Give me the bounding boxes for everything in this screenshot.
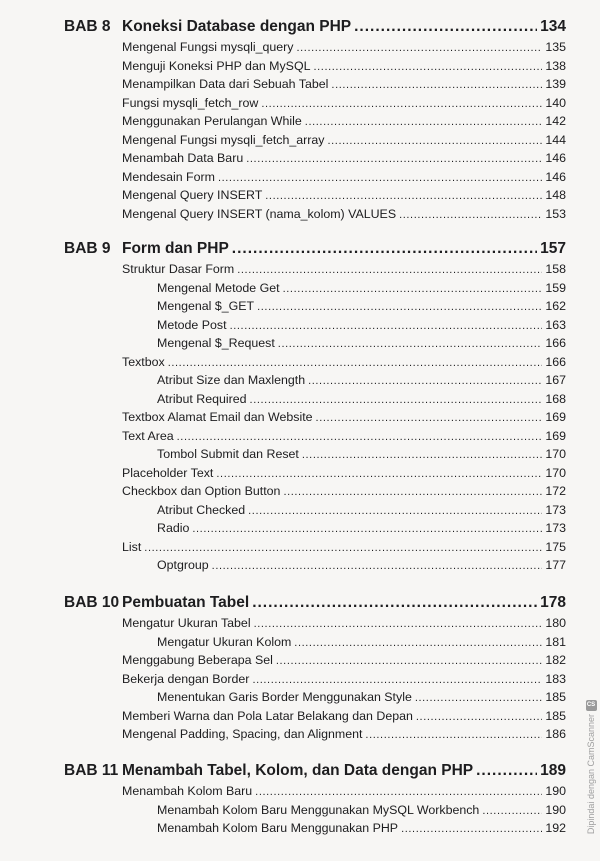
dot-leader	[294, 637, 542, 649]
toc-entry[interactable]	[122, 114, 566, 133]
toc-entry[interactable]	[122, 40, 566, 59]
entry-title: Mengenal Padding, Spacing, dan Alignment	[122, 727, 363, 741]
entry-page-number: 148	[545, 188, 566, 202]
entry-title: Menambah Kolom Baru	[122, 784, 253, 798]
entry-page-number: 186	[545, 727, 566, 741]
dot-leader	[216, 468, 542, 480]
chapter-page-number: 189	[540, 762, 566, 779]
toc-entry[interactable]	[122, 188, 566, 207]
dot-leader	[476, 762, 537, 780]
dot-leader	[313, 61, 542, 73]
chapter-title: Form dan PHP	[122, 240, 229, 257]
entry-title: Tombol Submit dan Reset	[157, 447, 299, 461]
entry-title: Menambah Kolom Baru Menggunakan PHP	[157, 821, 399, 835]
dot-leader	[237, 264, 542, 276]
toc-subentry[interactable]	[157, 299, 566, 318]
toc-subentry[interactable]	[157, 318, 566, 337]
entry-title: Textbox Alamat Email dan Website	[122, 410, 313, 424]
chapter-title-row	[122, 18, 566, 36]
toc-entry[interactable]	[122, 466, 566, 485]
entry-title: Menggabung Beberapa Sel	[122, 653, 273, 667]
toc-entry[interactable]	[122, 616, 566, 635]
dot-leader	[230, 320, 543, 332]
entry-page-number: 192	[545, 821, 566, 835]
dot-leader	[399, 209, 542, 221]
entry-page-number: 166	[545, 336, 566, 350]
entry-title: Mengenal Fungsi mysqli_query	[122, 40, 294, 54]
entry-page-number: 190	[545, 784, 566, 798]
entry-page-number: 169	[545, 410, 566, 424]
toc-subentry[interactable]	[157, 635, 566, 654]
entry-page-number: 185	[545, 690, 566, 704]
dot-leader	[246, 153, 542, 165]
dot-leader	[354, 18, 537, 36]
entry-title: Textbox	[122, 354, 165, 369]
toc-entry[interactable]	[122, 410, 566, 429]
chapter-title: Koneksi Database dengan PHP	[122, 18, 352, 35]
entry-title: Mengatur Ukuran Kolom	[157, 634, 292, 649]
chapter-section	[0, 236, 600, 577]
entry-page-number: 167	[545, 373, 566, 387]
dot-leader	[297, 42, 543, 54]
dot-leader	[415, 692, 542, 704]
chapter-heading[interactable]	[0, 236, 600, 262]
entry-page-number: 142	[545, 114, 566, 128]
entry-title: Mengenal Query INSERT (nama_kolom) VALUES	[122, 206, 397, 221]
dot-leader	[416, 711, 542, 723]
entry-title: Mendesain Form	[122, 169, 215, 184]
camscanner-watermark	[584, 700, 598, 850]
chapter-section	[0, 758, 600, 840]
entry-page-number: 172	[545, 484, 566, 498]
dot-leader	[218, 172, 542, 184]
entry-page-number: 162	[545, 299, 566, 313]
dot-leader	[261, 98, 542, 110]
entry-page-number: 139	[545, 77, 566, 91]
entry-title: Menambah Kolom Baru Menggunakan MySQL Workbench	[157, 802, 480, 817]
toc-subentry[interactable]	[157, 503, 566, 522]
entry-title: Menggunakan Perulangan While	[122, 114, 302, 128]
camscanner-text: Dipindai dengan CamScanner	[586, 714, 596, 835]
dot-leader	[265, 190, 542, 202]
toc-entry[interactable]	[122, 77, 566, 96]
entry-page-number: 170	[545, 465, 566, 480]
dot-leader	[305, 116, 543, 128]
dot-leader	[316, 412, 543, 424]
dot-leader	[168, 357, 543, 369]
dot-leader	[283, 486, 542, 498]
chapter-title-row	[122, 240, 566, 258]
dot-leader	[331, 79, 542, 91]
entry-title: Menampilkan Data dari Sebuah Tabel	[122, 77, 329, 91]
entry-page-number: 175	[545, 539, 566, 554]
entry-title: Mengenal $_GET	[157, 299, 255, 313]
chapter-number: BAB 10	[64, 594, 120, 611]
entry-page-number: 173	[545, 521, 566, 535]
entry-page-number: 140	[545, 95, 566, 110]
chapter-title-row	[122, 594, 566, 612]
entry-title: Fungsi mysqli_fetch_row	[122, 95, 259, 110]
entry-page-number: 177	[545, 558, 566, 572]
dot-leader	[308, 375, 542, 387]
entry-title: Checkbox dan Option Button	[122, 484, 281, 498]
chapter-number: BAB 9	[64, 240, 111, 257]
dot-leader	[302, 449, 542, 461]
dot-leader	[276, 655, 542, 667]
toc-subentry[interactable]	[157, 281, 566, 300]
entry-title: Text Area	[122, 428, 174, 443]
dot-leader	[257, 301, 542, 313]
entry-title: Bekerja dengan Border	[122, 671, 250, 686]
dot-leader	[252, 674, 542, 686]
toc-subentry[interactable]	[157, 821, 566, 840]
entry-title: Atribut Size dan Maxlength	[157, 373, 306, 387]
toc-subentry[interactable]	[157, 558, 566, 577]
dot-leader	[248, 505, 542, 517]
entry-page-number: 166	[545, 354, 566, 369]
entry-page-number: 173	[545, 502, 566, 517]
entry-title: Menentukan Garis Border Menggunakan Style	[157, 690, 412, 704]
toc-entry[interactable]	[122, 96, 566, 115]
chapter-section	[0, 14, 600, 225]
toc-entry[interactable]	[122, 653, 566, 672]
toc-entry[interactable]	[122, 151, 566, 170]
entry-page-number: 182	[545, 653, 566, 667]
entry-title: Mengenal $_Request	[157, 336, 275, 350]
toc-entry[interactable]	[122, 207, 566, 226]
chapter-title: Pembuatan Tabel	[122, 594, 250, 611]
entry-page-number: 135	[545, 40, 566, 54]
dot-leader	[255, 786, 542, 798]
dot-leader	[232, 240, 537, 258]
toc-subentry[interactable]	[157, 392, 566, 411]
toc-entry[interactable]	[122, 784, 566, 803]
chapter-title-row	[122, 762, 566, 780]
entry-title: List	[122, 539, 142, 554]
dot-leader	[278, 338, 543, 350]
toc-entry[interactable]	[122, 355, 566, 374]
entry-title: Optgroup	[157, 558, 209, 572]
toc-entry[interactable]	[122, 727, 566, 746]
entry-title: Atribut Checked	[157, 502, 246, 517]
dot-leader	[250, 394, 543, 406]
chapter-number: BAB 8	[64, 18, 111, 35]
dot-leader	[254, 618, 543, 630]
dot-leader	[365, 729, 542, 741]
entry-page-number: 138	[545, 58, 566, 73]
dot-leader	[283, 283, 543, 295]
entry-page-number: 146	[545, 151, 566, 165]
dot-leader	[212, 560, 543, 572]
toc-entry[interactable]	[122, 484, 566, 503]
entry-page-number: 153	[545, 206, 566, 221]
dot-leader	[192, 523, 542, 535]
chapter-section	[0, 590, 600, 746]
toc-entry[interactable]	[122, 262, 566, 281]
entry-title: Struktur Dasar Form	[122, 262, 235, 276]
chapter-page-number: 157	[540, 240, 566, 257]
camscanner-icon: CS	[586, 700, 597, 711]
entry-title: Metode Post	[157, 317, 227, 332]
entry-page-number: 185	[545, 708, 566, 723]
entry-title: Mengenal Metode Get	[157, 280, 280, 295]
entry-title: Mengenal Fungsi mysqli_fetch_array	[122, 132, 325, 147]
entry-page-number: 190	[545, 802, 566, 817]
entry-title: Radio	[157, 521, 190, 535]
toc-entry[interactable]	[122, 672, 566, 691]
chapter-page-number: 134	[540, 18, 566, 35]
entry-title: Memberi Warna dan Pola Latar Belakang dan Depan	[122, 708, 413, 723]
dot-leader	[401, 823, 542, 835]
toc-entry[interactable]	[122, 170, 566, 189]
entry-title: Atribut Required	[157, 391, 247, 406]
toc-subentry[interactable]	[157, 336, 566, 355]
dot-leader	[144, 542, 542, 554]
chapter-heading[interactable]	[0, 590, 600, 616]
entry-page-number: 158	[545, 262, 566, 276]
entry-page-number: 146	[545, 169, 566, 184]
entry-page-number: 180	[545, 616, 566, 630]
toc-entry[interactable]	[122, 540, 566, 559]
chapter-title: Menambah Tabel, Kolom, dan Data dengan PHP	[122, 762, 474, 779]
toc-entry[interactable]	[122, 429, 566, 448]
toc-entry[interactable]	[122, 59, 566, 78]
entry-page-number: 168	[545, 391, 566, 406]
toc-subentry[interactable]	[157, 690, 566, 709]
entry-page-number: 163	[545, 317, 566, 332]
toc-entry[interactable]	[122, 133, 566, 152]
entry-page-number: 170	[545, 447, 566, 461]
dot-leader	[327, 135, 542, 147]
entry-page-number: 159	[545, 280, 566, 295]
toc-subentry[interactable]	[157, 373, 566, 392]
entry-title: Menguji Koneksi PHP dan MySQL	[122, 58, 311, 73]
entry-page-number: 183	[545, 671, 566, 686]
entry-page-number: 144	[545, 132, 566, 147]
chapter-heading[interactable]	[0, 14, 600, 40]
entry-page-number: 181	[545, 634, 566, 649]
entry-title: Menambah Data Baru	[122, 151, 244, 165]
dot-leader	[482, 805, 542, 817]
entry-title: Placeholder Text	[122, 465, 214, 480]
toc-subentry[interactable]	[157, 521, 566, 540]
chapter-number: BAB 11	[64, 762, 119, 779]
dot-leader	[252, 594, 537, 612]
entry-title: Mengenal Query INSERT	[122, 188, 263, 202]
dot-leader	[177, 431, 543, 443]
toc-subentry[interactable]	[157, 447, 566, 466]
toc-entry[interactable]	[122, 709, 566, 728]
chapter-page-number: 178	[540, 594, 566, 611]
toc-subentry[interactable]	[157, 803, 566, 822]
entry-title: Mengatur Ukuran Tabel	[122, 616, 251, 630]
entry-page-number: 169	[545, 428, 566, 443]
chapter-heading[interactable]	[0, 758, 600, 784]
